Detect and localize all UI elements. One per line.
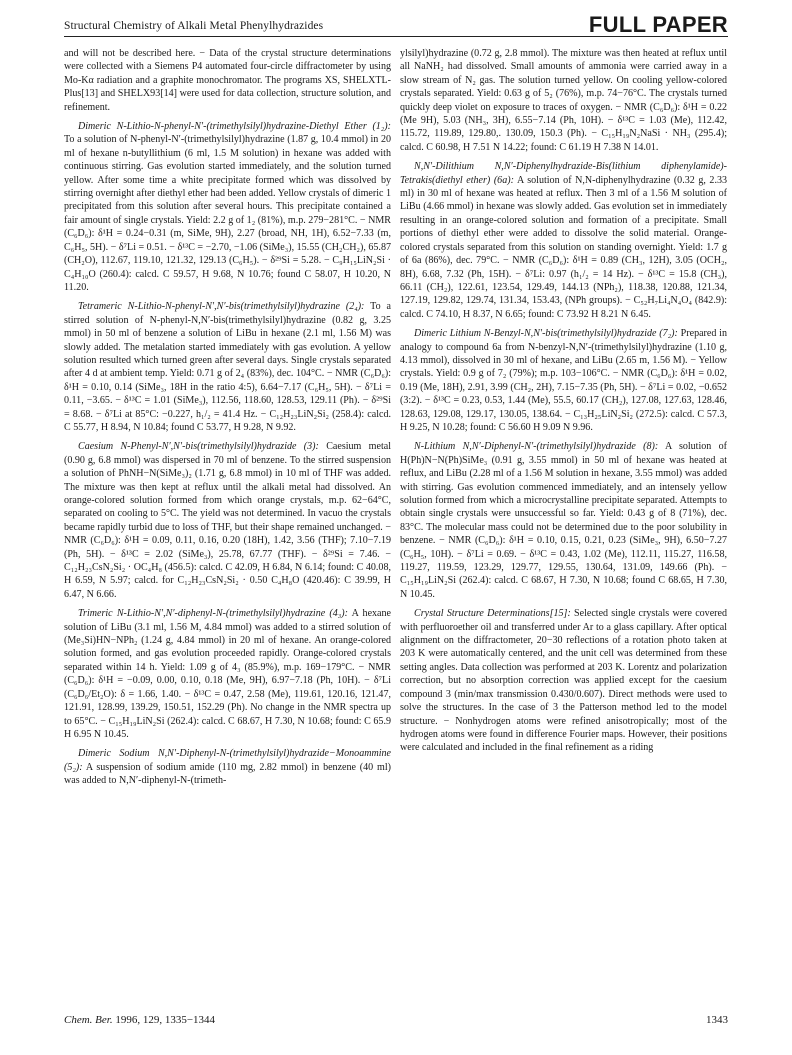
- page-number: 1343: [706, 1014, 728, 1026]
- paragraph-heading: N-Lithium N,N′-Diphenyl-N′-(trimethylsilyl)hydrazide (8):: [414, 441, 659, 453]
- page-header: [64, 10, 728, 37]
- paragraph-text: and will not be described here. − Data of the crystal structure determinations were collected with a Siemens P4 automated four-circle diffractometer by using Mo-Kα radiation and a graphite monochromator. The programs XS, SHELXTL-Plus[13] and SHELX93[14] were used for data collection, structure solution, and refinement.: [64, 48, 391, 113]
- left-column: [64, 47, 391, 794]
- paragraph: [400, 327, 727, 434]
- paragraph-text: To a solution of N-phenyl-N′-(trimethylsilyl)hydrazine (1.87 g, 10.4 mmol) in 20 ml of hexane n-butyllithium (6 ml, 1.5 M solution) in hexane was added with continuous stirring. Gas evolution started immediately, and the solution turned yellow. After some time a white precipitate formed which was dissolved by stirring overnight after diethyl ether had been added. Yellow crystals of dimeric 1 precipitated from this solution after several hours. This precipitate contained a fair amount of single crystals. Yield: 2.2 g of 1₂ (81%), m.p. 279−281°C. − NMR (C₆D₆): δ¹H = 0.24−0.31 (m, SiMe, 9H), 2.27 (broad, NH, 1H), 6.52−7.33 (m, C₆H₅, 5H). − δ⁷Li = 0.51. − δ¹³C = −2.70, −1.06 (SiMe₃), 15.55 (CH₂CH₂), 65.87 (CH₂O), 112.67, 119.10, 121.32, 129.13 (C₆H₅). − δ²⁹Si = 5.28. − C₉H₁₅LiN₂Si · C₄H₁₀O (260.4): calcd. C 59.57, H 9.68, N 10.76; found C 58.07, H 10.20, N 11.20.: [64, 134, 391, 293]
- paragraph-text: To a stirred solution of N-phenyl-N,N′-bis(trimethylsilyl)hydrazine (0.82 g, 3.25 mmol) in 50 ml of benzene a solution of LiBu in hexane (2.1 ml, 1.56 M) was slowly added. The metalation started immediately with gas evolution. A yellow solution resulted which turned green after several days. Single crystals separated after 4 d at ambient temp. Yield: 0.71 g of 2₄ (83%), dec. 104°C. − NMR (C₆D₆): δ¹H = 0.10, 0.14 (SiMe₃, 18H in the ratio 4:5), 6.64−7.17 (C₆H₅, 5H). − δ⁷Li = 0.11, −3.65. − δ¹³C = 1.01 (SiMe₃), 112.56, 118.60, 128.53, 129.11 (Ph). − δ²⁹Si = 8.68. − δ⁷Li at 85°C: −0.227, h₁/₂ = 41.4 Hz. − C₁₂H₂₃LiN₂Si₂ (258.4): calcd. C 55.77, H 8.94, N 10.84; found C 53.77, H 9.28, N 9.92.: [64, 301, 391, 433]
- paragraph-text: Selected single crystals were covered with perfluoroether oil and transferred under Ar to a glass capillary. After optical alignment on the diffractometer, 20−30 reflections of a rotation photo taken at 203 K were automatically centered, and the unit cell was determined from these setting angles. Data collection was performed at 203 K. Lorentz and polarization correction, but no absorption correction was applied except for the caesium compound 3 (min/max transmission 0.430/0.607). Direct methods were used to solve the structures. In the case of 3 the Patterson method led to the model structure. − Nonhydrogen atoms were refined anisotropically; most of the hydrogen atoms were found in difference Fourier maps. However, their positions were calculated and included in the final refinement as a riding: [400, 608, 727, 754]
- paragraph-heading: Tetrameric N-Lithio-N-phenyl-N′,N′-bis(trimethylsilyl)hydrazine (2₄):: [78, 301, 365, 313]
- paragraph-heading: Dimeric N-Lithio-N-phenyl-N′-(trimethylsilyl)hydrazine-Diethyl Ether (1₂):: [78, 121, 391, 133]
- paragraph: [400, 440, 727, 601]
- paragraph-heading: Trimeric N-Lithio-N′,N′-diphenyl-N-(trimethylsilyl)hydrazine (4₃):: [78, 608, 348, 620]
- paragraph-text: A suspension of sodium amide (110 mg, 2.82 mmol) in benzene (40 ml) was added to N,N′-diphenyl-N-(trimeth-: [64, 761, 391, 787]
- journal-name: Chem. Ber.: [64, 1014, 113, 1026]
- paragraph-text: Prepared in analogy to compound 6a from N-benzyl-N,N′-(trimethylsilyl)hydrazine (1.10 g, 4.13 mmol), dissolved in 30 ml of hexane, and LiBu (2.65 m, 1.56 M). − Yellow crystals. Yield: 0.9 g of 7₂ (79%); m.p. 103−106°C. − NMR (C₆D₆): δ¹H = 0.02, 0.19 (Me, 18H), 2.91, 3.99 (CH₂, 2H), 7.15−7.35 (Ph, 5H). − δ⁷Li = 0.02, −0.652 (3:2). − δ¹³C = 0.23, 0.53, 1.44 (Me), 55.5, 60.17 (CH₂), 127.08, 127.63, 128.46, 128.63, 129.08, 129.17, 130.05, 138.64. − C₁₃H₂₅LiN₂Si₂ (272.5): calcd. C 57.3, H 9.25, N 10.28; found: C 56.60 H 9.09 N 9.96.: [400, 328, 727, 433]
- paragraph: [400, 47, 727, 154]
- paragraph-text: Caesium metal (0.90 g, 6.8 mmol) was dispersed in 70 ml of benzene. To the stirred suspension a solution of PhNH−N(SiMe₃)₂ (1.71 g, 6.8 mmol) in 10 ml of THF was added. The mixture was then kept at reflux until the alkali metal had dissolved. An orange-colored solution formed from which orange crystals, m.p. 62−64°C, separated on cooling to 5°C. The yield was not determined. In vacuo the crystals became rapidly turbid due to loss of THF, but their shape remained unchanged. − NMR (C₆D₆): δ¹H = 0.09, 0.11, 0.16, 0.20 (18H), 1.42, 3.56 (THF); 7.10−7.19 (Ph, 5H). − δ¹³C = 2.02 (SiMe₃), 25.78, 67.77 (THF). − δ²⁹Si = 7.46. − C₁₂H₂₃CsN₂Si₂ · OC₄H₈ (456.5): calcd. C 42.09, H 6.84, N 6.14; found: C 40.08, H 6.59, N 5.97; calcd. for C₁₂H₂₃CsN₂Si₂ · 0.50 C₄H₈O (420.46): C 39.99, H 6.47, N 6.66.: [64, 441, 391, 600]
- paragraph-heading: Dimeric Lithium N-Benzyl-N,N′-bis(trimethylsilyl)hydrazide (7₂):: [414, 328, 678, 340]
- right-column: [400, 47, 727, 761]
- paragraph: [64, 607, 391, 741]
- paragraph: [64, 440, 391, 601]
- paragraph-text: A solution of N,N-diphenylhydrazine (0.32 g, 2.33 ml) in 30 ml of hexane was heated at reflux. Then 3 ml of a 1.56 M solution of LiBu (4.66 mmol) in hexane was slowly added. Gas evolution set in immediately resulting in an orange-colored solution and formation of a precipitate. Small portions of diethyl ether were added to dissolve the solid material. Orange-colored crystals separated from this solution on standing overnight. Yield: 1.7 g of 6a (86%), dec. 79°C. − NMR (C₆D₆): δ¹H = 0.89 (CH₃, 12H), 3.05 (OCH₂, 8H), 6.68, 7.32 (Ph, 15H). − δ⁷Li: 0.97 (h₁/₂ = 14 Hz). − δ¹³C = 15.8 (CH₃), 66.11 (CH₂), 122.61, 123.54, 129.49, 144.13 (NPh₂), 118.38, 120.88, 121.34, 127.19, 129.82, 129.74, 131.34, 153.43, (NPh groups). − C₅₂H₇Li₄N₄O₄ (842.9): calcd. C 74.10, H 8.37, N 6.65; found: C 73.92 H 8.21 N 6.45.: [400, 174, 728, 320]
- paragraph: [64, 47, 391, 114]
- paragraph-heading: Dimeric Sodium N,N′-Diphenyl-N-(trimethylsilyl)hydrazide−Monoammine (5₂):: [64, 748, 391, 773]
- paragraph-heading: N,N′-Dilithium N,N′-Diphenylhydrazide-Bis(lithium diphenylamide)-Tetrakis(diethyl ether) (6a):: [400, 161, 727, 186]
- paragraph-heading: Crystal Structure Determinations[15]:: [414, 608, 571, 620]
- section-label: FULL PAPER: [588, 12, 728, 37]
- paragraph: [400, 160, 727, 321]
- paragraph: [400, 607, 727, 754]
- paragraph-text: ylsilyl)hydrazine (0.72 g, 2.8 mmol). The mixture was then heated at reflux until all NaNH₂ had dissolved. Small amounts of ammonia were carried away in a slow stream of N₂ gas. The solution turned yellow. On cooling yellow-colored crystals separated. Yield: 0.63 g of 5₂ (76%), m.p. 74−76°C. The crystals turned quickly deep violet on exposure to traces of oxygen. − NMR (C₆D₆): δ¹H = 0.22 (Me 9H), 5.03 (NH₃, 3H), 6.55−7.14 (Ph, 10H). − δ¹³C = 1.03 (Me), 112.42, 115.72, 119.89, 129.80,. 130.09, 150.3 (Ph). − C₁₅H₁₉N₂NaSi · NH₃ (295.4); calcd. C 60.98, H 7.51 N 14.22; found: C 61.19 H 7.38 N 14.01.: [400, 48, 727, 153]
- paragraph-text: A solution of H(Ph)N−N(Ph)SiMe₃ (0.91 g, 3.55 mmol) in 50 ml of hexane was heated at reflux, and LiBu (2.28 ml of a 1.56 M solution in hexane, 3.55 mmol) was added with stirring. Gas evolution commenced immediately, and an intensely yellow solution formed from which a microcrystalline precipitate separated. Attempts to obtain single crystals were unsuccessful so far. Yield: 0.43 g of 8 (71%), dec. 83°C. The molecular mass could not be determined due to the poor solubility in benzene. − NMR (C₆D₆): δ¹H = 0.10, 0.15, 0.21, 0.23 (SiMe₃, 9H), 6.50−7.27 (C₆H₅, 10H). − δ⁷Li = 0.69. − δ¹³C = 0.43, 1.02 (Me), 112.11, 115.27, 116.58, 119.27, 119.59, 123.29, 129.77, 129.55, 130.64, 131.09, 149.66 (Ph). − C₁₅H₁₉LiN₂Si (262.4): calcd. C 68.67, H 7.30, N 10.68; found C 68.65, H 7.30, N 10.45.: [400, 441, 727, 600]
- page-footer: [64, 1014, 728, 1032]
- paragraph: [64, 120, 391, 294]
- running-title: Structural Chemistry of Alkali Metal Phenylhydrazides: [64, 20, 324, 32]
- paragraph: [64, 747, 391, 787]
- paragraph-text: A hexane solution of LiBu (3.1 ml, 1.56 M, 4.84 mmol) was added to a stirred solution of (Me₃Si)HN−NPh₂ (1.24 g, 4.84 mmol) in 20 ml of hexane. An orange-colored solution formed, and gas evolution proceeded rapidly. Orange-colored crystals separated within 14 h. Yield: 1.09 g of 4₃ (85.9%), m.p. 169−179°C. − NMR (C₆D₆): δ¹H = −0.09, 0.00, 0.10, 0.18 (Me, 9H), 6.97−7.18 (Ph, 10H). − δ⁷Li (C₆D₆/Et₂O): δ = 1.66, 1.40. − δ¹³C = 0.47, 2.58 (Me), 119.61, 120.16, 121.47, 121.91, 128.99, 139.29, 150.51, 152.29 (Ph). No change in the NMR spectra up to 65°C. − C₁₅H₁₉LiN₂Si (262.4): calcd. C 68.67, H 7.30, N 10.68; found: C 65.9 H 6.95 N 10.45.: [64, 608, 392, 740]
- paragraph: [64, 300, 391, 434]
- paragraph-heading: Caesium N-Phenyl-N′,N′-bis(trimethylsilyl)hydrazide (3):: [78, 441, 319, 453]
- citation-details: 1996, 129, 1335−1344: [115, 1014, 216, 1026]
- journal-citation: [64, 1014, 215, 1026]
